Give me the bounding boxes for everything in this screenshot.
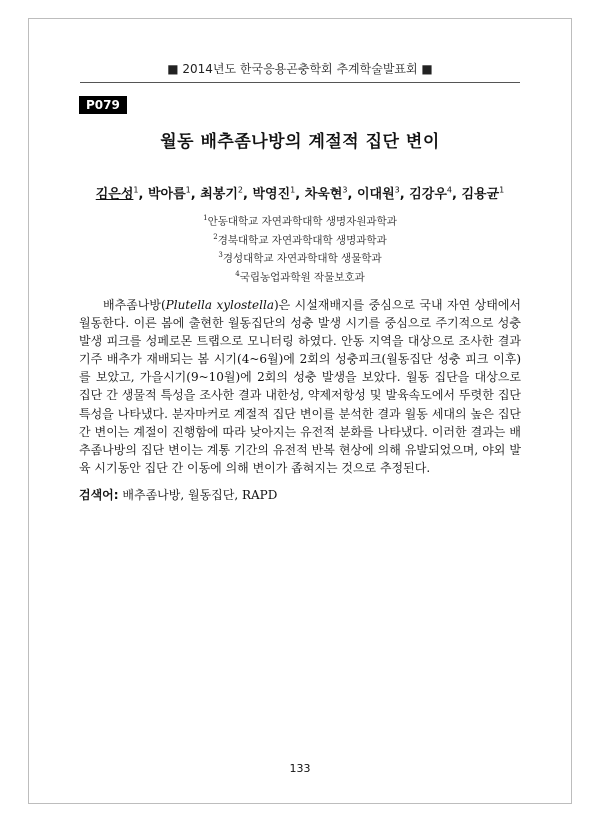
affiliation-text: 국립농업과학원 작물보호과 (239, 271, 365, 283)
affiliation (28, 211, 572, 230)
author-separator: , (399, 187, 410, 202)
author-affiliation-marker: 1 (499, 185, 505, 195)
author-name: 김은성 (95, 187, 134, 202)
affiliation (28, 248, 572, 267)
author (200, 187, 252, 202)
author-affiliation-marker: 3 (342, 185, 348, 195)
author-affiliation-marker: 4 (446, 185, 453, 195)
author (96, 187, 148, 202)
keywords-text: 배추좀나방, 월동집단, RAPD (118, 488, 278, 502)
author (148, 187, 200, 202)
author-affiliation-marker: 1 (185, 185, 191, 195)
affiliation (28, 267, 572, 286)
author-name: 이대원 (356, 187, 395, 202)
author-name: 김강우 (409, 187, 447, 202)
author-name: 박아름 (147, 187, 186, 202)
affiliation-marker: 1 (203, 214, 208, 222)
affiliation-marker: 2 (213, 232, 218, 241)
abstract-body: )은 시설재배지를 중심으로 국내 자연 상태에서 월동한다. 이른 봄에 출현한 월동집단의 성충 발생 시기를 중심으로 주기적으로 성충 발생 피크를 성페로몬 트랩으로 모니터링 하였다. 안동 지역을 대상으로 조사한 결과 기주 배추가 재배되는 봄 시기(4~6월)에 2회의 성충피크(월동집단 성충 피크 이후)를 보았고, 가을시기(9~10월)에 2회의 성충 발생을 보았다. 월동 집단을 대상으로 집단 간 생물적 특성을 조사한 결과 내한성, 약제저항성 및 발육속도에서 뚜렷한 집단 특성을 나타냈다. 분자마커로 계절적 집단 변이를 분석한 결과 월동 세대의 높은 집단 간 변이는 계절이 진행함에 따라 낮아지는 유전적 분화를 나타냈다. 이러한 결과는 배추좀나방의 집단 변이는 계통 기간의 유전적 반복 현상에 의해 유발되었으며, 야외 발육 시기동안 집단 간 이동에 의해 변이가 좁혀지는 것으로 추정된다. (79, 298, 521, 475)
author-name: 박영진 (252, 187, 291, 202)
author-separator: , (452, 187, 462, 202)
abstract (79, 296, 521, 477)
abstract-lead: 배추좀나방( (103, 298, 166, 312)
page-number: 133 (289, 762, 311, 775)
author (252, 187, 304, 202)
author-name: 최봉기 (200, 187, 238, 202)
affiliation-marker: 4 (235, 269, 240, 278)
author-affiliation-marker: 3 (394, 185, 400, 195)
author (357, 187, 409, 202)
author (409, 187, 461, 202)
author-affiliation-marker: 1 (290, 185, 296, 195)
author-separator: , (243, 187, 253, 202)
affiliation-marker: 3 (218, 251, 223, 259)
author-list (28, 183, 572, 202)
affiliation-text: 경북대학교 자연과학대학 생명과학과 (217, 234, 387, 246)
keywords-label: 검색어: (79, 488, 119, 502)
affiliation-text: 안동대학교 자연과학대학 생명자원과학과 (207, 215, 397, 228)
author-affiliation-marker: 1 (133, 185, 139, 195)
affiliation-text: 경성대학교 자연과학대학 생물학과 (222, 252, 382, 265)
author (305, 187, 357, 202)
paper-id-badge: P079 (79, 96, 127, 114)
author-name: 차욱현 (304, 187, 343, 202)
author-affiliation-marker: 2 (237, 185, 244, 195)
header-rule (80, 82, 520, 83)
author-separator: , (295, 187, 305, 202)
conference-header: ■ 2014년도 한국응용곤충학회 추계학술발표회 ■ (167, 62, 433, 76)
affiliation-list (28, 211, 572, 285)
paper-title: 월동 배추좀나방의 계절적 집단 변이 (160, 132, 440, 152)
keywords (79, 486, 521, 503)
author-name: 김용균 (461, 187, 500, 202)
author-separator: , (138, 187, 148, 202)
author-separator: , (190, 187, 201, 202)
species-name: Plutella xylostella (165, 298, 274, 312)
affiliation (28, 230, 572, 249)
author-separator: , (347, 187, 357, 202)
author (461, 187, 504, 202)
